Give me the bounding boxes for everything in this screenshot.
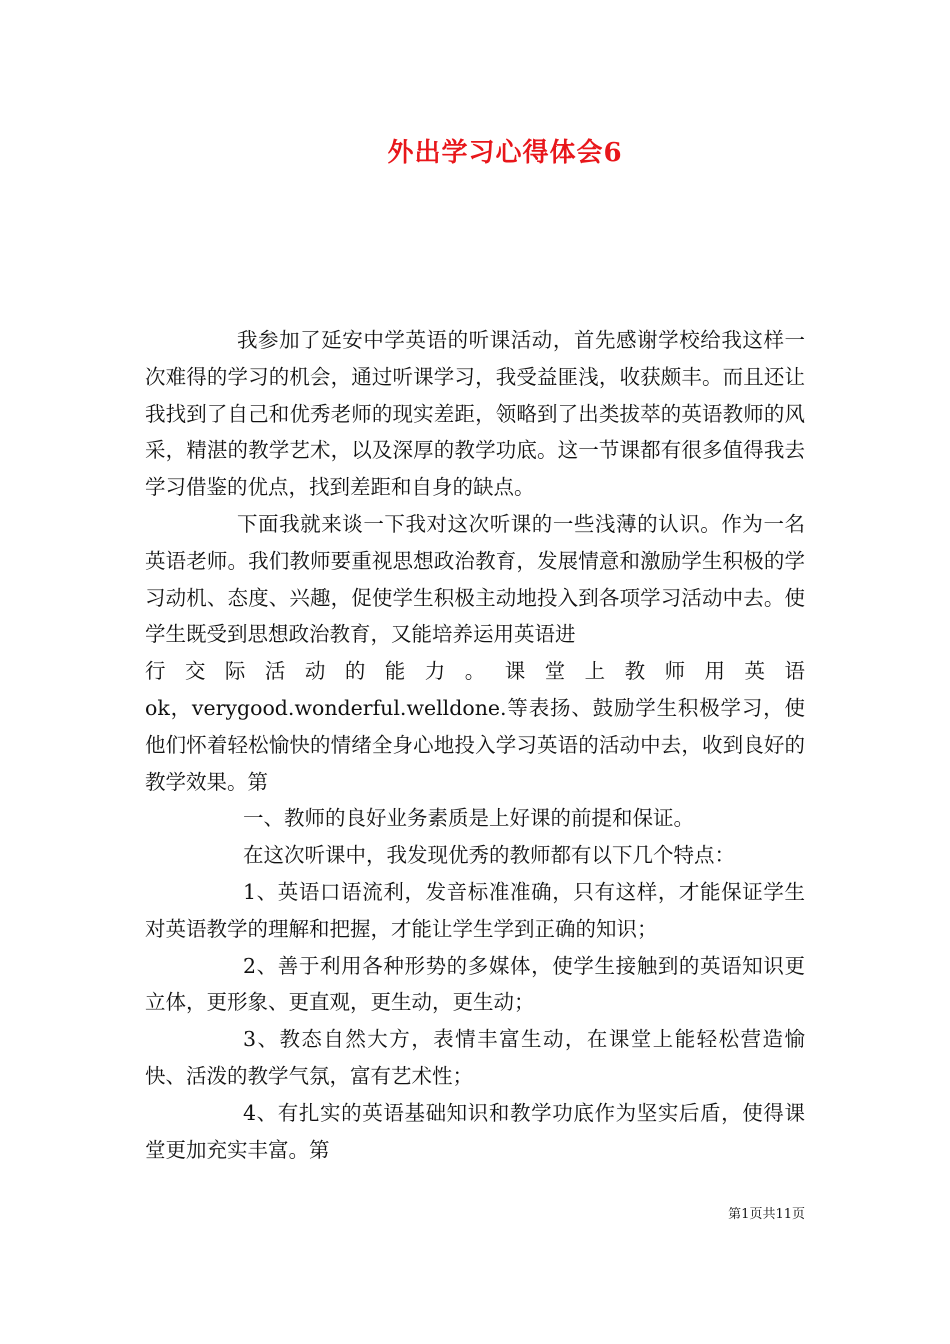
paragraph-heading-quality: 一、教师的良好业务素质是上好课的前提和保证。	[243, 806, 694, 831]
paragraph-intro: 我参加了延安中学英语的听课活动，首先感谢学校给我这样一次难得的学习的机会，通过听课学习，我受益匪浅，收获颇丰。而且还让我找到了自己和优秀老师的现实差距，领略到了出类拔萃的英语教师的风采，精湛的教学艺术，以及深厚的教学功底。这一节课都有很多值得我去学习借鉴的优点，找到差距和自身的缺点。	[145, 328, 805, 500]
page-number-footer: 第1页共11页	[728, 1207, 805, 1222]
paragraph-feature-2: 2、善于利用各种形势的多媒体，使学生接触到的英语知识更立体，更形象、更直观，更生动，更生动；	[145, 953, 805, 1015]
paragraph-understanding-end: ok，verygood.wonderful.welldone.等表扬、鼓励学生积极学习，使他们怀着轻松愉快的情绪全身心地投入学习英语的活动中去，收到良好的教学效果。第	[145, 695, 805, 794]
document-body	[145, 322, 805, 1168]
paragraph-features-intro: 在这次听课中，我发现优秀的教师都有以下几个特点：	[243, 843, 735, 868]
paragraph-feature-1: 1、英语口语流利，发音标准准确，只有这样，才能保证学生对英语教学的理解和把握，才能让学生学到正确的知识；	[145, 879, 805, 941]
paragraph-understanding: 下面我就来谈一下我对这次听课的一些浅薄的认识。作为一名英语老师。我们教师要重视思想政治教育，发展情意和激励学生积极的学习动机、态度、兴趣，促使学生积极主动地投入到各项学习活动中去。使学生既受到思想政治教育，又能培养运用英语进	[145, 511, 805, 647]
paragraph-feature-4: 4、有扎实的英语基础知识和教学功底作为坚实后盾，使得课堂更加充实丰富。第	[145, 1100, 805, 1162]
paragraph-understanding-spread-line: 行交际活动的能力。课堂上教师用英语	[145, 659, 805, 684]
paragraph-feature-3: 3、教态自然大方，表情丰富生动，在课堂上能轻松营造愉快、活泼的教学气氛，富有艺术性；	[145, 1027, 805, 1088]
page-title: 外出学习心得体会6	[387, 138, 623, 168]
